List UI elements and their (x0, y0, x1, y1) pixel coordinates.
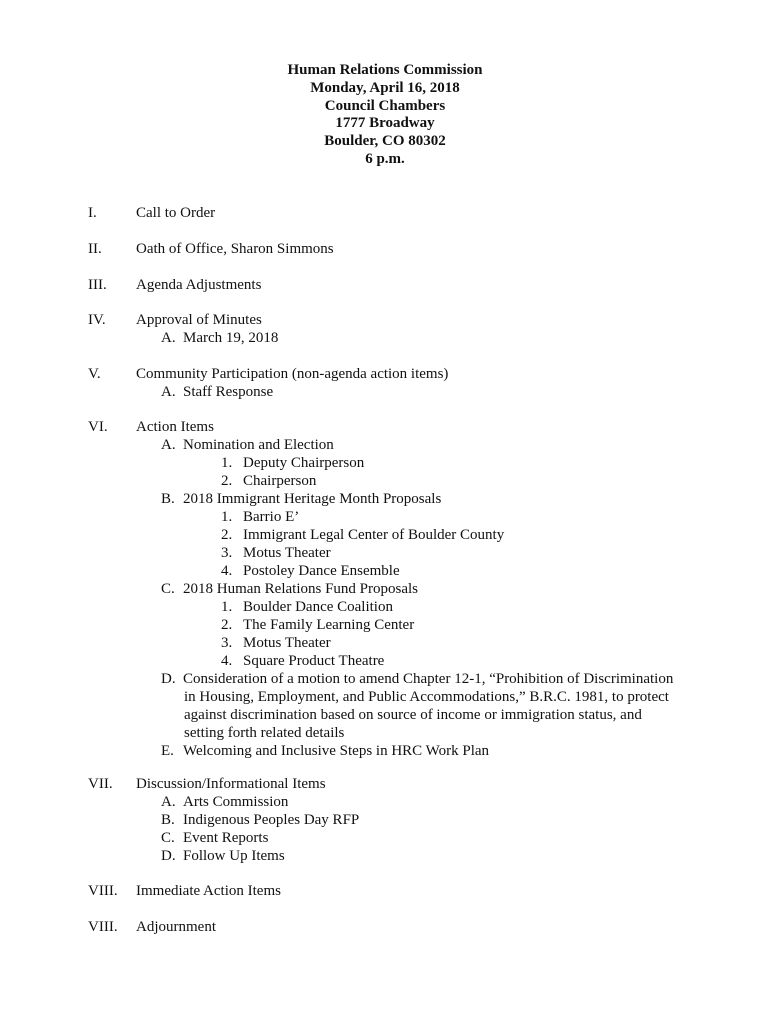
meeting-venue: Council Chambers (324, 97, 446, 114)
item-title: Agenda Adjustments (136, 277, 262, 293)
item-title: Adjournment (136, 919, 216, 935)
sub-item: A. March 19, 2018 (161, 330, 279, 346)
sub-item: D. Consideration of a motion to amend Chapter 12-1, “Prohibition of Discrimination (161, 671, 674, 687)
item-number: II. (88, 241, 102, 257)
sub-item-continuation: setting forth related details (184, 725, 345, 741)
sub-item: C. 2018 Human Relations Fund Proposals (161, 581, 418, 597)
sub-sub-item: 4. Postoley Dance Ensemble (221, 563, 400, 579)
item-title: Discussion/Informational Items (136, 776, 326, 792)
agenda-header (0, 62, 770, 169)
meeting-time: 6 p.m. (365, 150, 405, 167)
sub-sub-item: 2. Immigrant Legal Center of Boulder County (221, 527, 505, 543)
sub-sub-item: 2. The Family Learning Center (221, 617, 415, 633)
item-number: III. (88, 277, 107, 293)
item-title: Community Participation (non-agenda action items) (136, 366, 449, 382)
item-number: VIII. (88, 919, 118, 935)
sub-item: B. Indigenous Peoples Day RFP (161, 812, 360, 828)
sub-item: A. Nomination and Election (161, 437, 334, 453)
meeting-date: Monday, April 16, 2018 (310, 79, 460, 96)
sub-item: D. Follow Up Items (161, 848, 285, 864)
sub-sub-item: 1. Boulder Dance Coalition (221, 599, 393, 615)
sub-item: A. Staff Response (161, 384, 274, 400)
item-number: VIII. (88, 883, 118, 899)
sub-item: E. Welcoming and Inclusive Steps in HRC Work Plan (161, 743, 490, 759)
item-title: Action Items (136, 419, 214, 435)
street-address: 1777 Broadway (335, 115, 435, 132)
item-title: Call to Order (136, 205, 216, 221)
sub-item-continuation: against discrimination based on source of income or immigration status, and (184, 707, 642, 723)
item-title: Immediate Action Items (136, 883, 281, 899)
sub-item-continuation: in Housing, Employment, and Public Accommodations,” B.R.C. 1981, to protect (184, 689, 669, 705)
sub-item: A. Arts Commission (161, 794, 289, 810)
item-title: Oath of Office, Sharon Simmons (136, 241, 334, 257)
sub-sub-item: 1. Deputy Chairperson (221, 455, 365, 471)
org-name: Human Relations Commission (287, 62, 483, 78)
sub-sub-item: 3. Motus Theater (221, 635, 331, 651)
sub-sub-item: 3. Motus Theater (221, 545, 331, 561)
city-state-zip: Boulder, CO 80302 (324, 133, 446, 150)
item-number: VII. (88, 776, 113, 792)
item-title: Approval of Minutes (136, 312, 262, 328)
sub-sub-item: 1. Barrio E’ (221, 509, 300, 525)
item-number: I. (88, 205, 97, 221)
sub-sub-item: 4. Square Product Theatre (221, 653, 385, 669)
sub-sub-item: 2. Chairperson (221, 473, 317, 489)
item-number: V. (88, 366, 101, 382)
item-number: VI. (88, 419, 108, 435)
sub-item: B. 2018 Immigrant Heritage Month Proposals (161, 491, 442, 507)
item-number: IV. (88, 312, 106, 328)
sub-item: C. Event Reports (161, 830, 269, 846)
